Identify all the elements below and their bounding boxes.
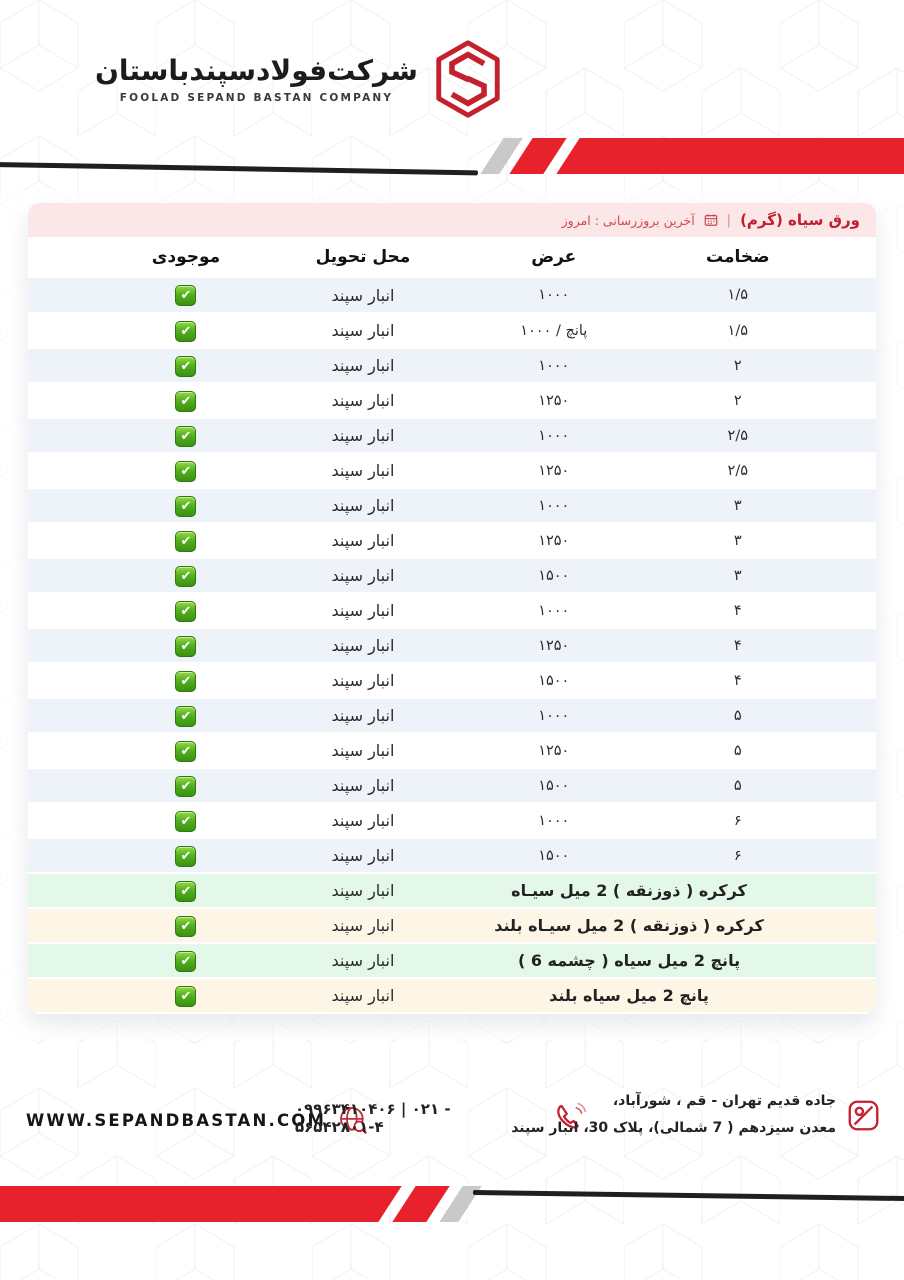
company-name-block: [95, 54, 418, 104]
check-icon: ✔: [175, 461, 196, 482]
thickness-value: ۶: [656, 838, 876, 873]
thickness-value: ۶: [656, 803, 876, 838]
table-row: [28, 348, 876, 383]
price-table: [28, 237, 876, 1014]
availability-cell: [28, 523, 274, 558]
availability-cell: [28, 908, 274, 943]
thickness-value: ۲/۵: [656, 418, 876, 453]
availability-cell: [28, 313, 274, 348]
availability-cell: [28, 348, 274, 383]
check-icon: ✔: [175, 951, 196, 972]
table-row: [28, 418, 876, 453]
title-separator: |: [726, 212, 732, 228]
thickness-value: ۴: [656, 663, 876, 698]
delivery-location: انبار سپند: [274, 768, 452, 803]
black-line-decoration: [0, 162, 478, 175]
delivery-location: انبار سپند: [274, 418, 452, 453]
thickness-value: ۴: [656, 593, 876, 628]
delivery-location: انبار سپند: [274, 558, 452, 593]
thickness-value: ۳: [656, 523, 876, 558]
thickness-value: ۲: [656, 383, 876, 418]
delivery-location: انبار سپند: [274, 488, 452, 523]
product-name: کرکره ( ذوزنقه ) 2 میل سیـاه: [452, 873, 876, 908]
price-table-body: [28, 278, 876, 1013]
check-icon: ✔: [175, 986, 196, 1007]
price-table-card: [28, 203, 876, 1014]
check-icon: ✔: [175, 531, 196, 552]
delivery-location: انبار سپند: [274, 943, 452, 978]
check-icon: ✔: [175, 601, 196, 622]
table-title-bar: [28, 203, 876, 237]
address-line-2: معدن سیزدهم ( 7 شمالی)، پلاک 30، انبار سپند: [511, 1120, 836, 1136]
thickness-value: ۵: [656, 768, 876, 803]
table-row: [28, 628, 876, 663]
delivery-location: انبار سپند: [274, 453, 452, 488]
width-value: ۱۰۰۰: [452, 803, 656, 838]
product-name: پانچ 2 میل سیاه ( چشمه 6 ): [452, 943, 876, 978]
table-row: [28, 768, 876, 803]
phone-numbers[interactable]: ۰۹۹۶۳۴۱۰۴۰۶ | ۰۲۱ - ۵۶۵۴۲۸۰۱-۴: [295, 1100, 451, 1136]
company-name-farsi: شرکت‌فولادسپندباستان: [95, 54, 418, 87]
delivery-location: انبار سپند: [274, 523, 452, 558]
check-icon: ✔: [175, 671, 196, 692]
availability-cell: [28, 593, 274, 628]
bottom-banner-decoration: [0, 1180, 904, 1230]
hexagon-s-logo-icon: [432, 40, 504, 118]
availability-cell: [28, 838, 274, 873]
product-name: پانچ 2 میل سیاه بلند: [452, 978, 876, 1013]
col-width: عرض: [452, 237, 656, 278]
width-value: ۱۰۰۰: [452, 278, 656, 313]
availability-cell: [28, 873, 274, 908]
location-icon: [847, 1099, 880, 1132]
table-row: [28, 558, 876, 593]
width-value: ۱۰۰۰: [452, 488, 656, 523]
product-name: کرکره ( ذوزنقه ) 2 میل سیـاه بلند: [452, 908, 876, 943]
table-row: [28, 663, 876, 698]
check-icon: ✔: [175, 496, 196, 517]
delivery-location: انبار سپند: [274, 698, 452, 733]
check-icon: ✔: [175, 846, 196, 867]
website-link[interactable]: WWW.SEPANDBASTAN.COM: [26, 1110, 327, 1130]
width-value: ۱۵۰۰: [452, 768, 656, 803]
width-value: پانچ / ۱۰۰۰: [452, 313, 656, 348]
price-table-header: [28, 237, 876, 278]
availability-cell: [28, 488, 274, 523]
thickness-value: ۴: [656, 628, 876, 663]
availability-cell: [28, 698, 274, 733]
width-value: ۱۲۵۰: [452, 628, 656, 663]
black-line-decoration: [473, 1190, 904, 1201]
delivery-location: انبار سپند: [274, 838, 452, 873]
check-icon: ✔: [175, 811, 196, 832]
table-row: [28, 278, 876, 313]
width-value: ۱۵۰۰: [452, 663, 656, 698]
availability-cell: [28, 768, 274, 803]
width-value: ۱۲۵۰: [452, 523, 656, 558]
delivery-location: انبار سپند: [274, 663, 452, 698]
check-icon: ✔: [175, 916, 196, 937]
check-icon: ✔: [175, 881, 196, 902]
red-bar-decoration: [0, 1186, 402, 1222]
table-title: ورق سیاه (گرم): [740, 211, 860, 229]
top-banner-decoration: [0, 134, 904, 180]
availability-cell: [28, 803, 274, 838]
calendar-icon: [704, 213, 718, 227]
col-stock: موجودی: [28, 237, 274, 278]
availability-cell: [28, 278, 274, 313]
thickness-value: ۱/۵: [656, 313, 876, 348]
red-slash-decoration: [392, 1186, 449, 1222]
col-thickness: ضخامت: [656, 237, 876, 278]
availability-cell: [28, 628, 274, 663]
table-row: [28, 523, 876, 558]
address-line-1: جاده قدیم تهران - قم ، شورآباد،: [612, 1093, 836, 1109]
red-bar-decoration: [556, 138, 904, 174]
thickness-value: ۳: [656, 558, 876, 593]
table-row: [28, 593, 876, 628]
table-row: [28, 838, 876, 873]
delivery-location: انبار سپند: [274, 978, 452, 1013]
delivery-location: انبار سپند: [274, 908, 452, 943]
delivery-location: انبار سپند: [274, 803, 452, 838]
width-value: ۱۰۰۰: [452, 593, 656, 628]
table-row: [28, 313, 876, 348]
last-update-label: آخرین بروزرسانی : امروز: [561, 212, 695, 228]
availability-cell: [28, 558, 274, 593]
col-delivery: محل تحویل: [274, 237, 452, 278]
table-row: [28, 488, 876, 523]
check-icon: ✔: [175, 285, 196, 306]
width-value: ۱۰۰۰: [452, 698, 656, 733]
table-row: [28, 978, 876, 1013]
table-row: [28, 698, 876, 733]
availability-cell: [28, 383, 274, 418]
thickness-value: ۲/۵: [656, 453, 876, 488]
check-icon: ✔: [175, 426, 196, 447]
table-row: [28, 943, 876, 978]
check-icon: ✔: [175, 636, 196, 657]
check-icon: ✔: [175, 776, 196, 797]
address-block: [511, 1088, 836, 1142]
availability-cell: [28, 418, 274, 453]
thickness-value: ۲: [656, 348, 876, 383]
table-row: [28, 733, 876, 768]
delivery-location: انبار سپند: [274, 873, 452, 908]
table-row: [28, 453, 876, 488]
table-row: [28, 383, 876, 418]
check-icon: ✔: [175, 566, 196, 587]
table-row: [28, 873, 876, 908]
company-name-english: FOOLAD SEPAND BASTAN COMPANY: [119, 92, 394, 104]
delivery-location: انبار سپند: [274, 593, 452, 628]
delivery-location: انبار سپند: [274, 348, 452, 383]
availability-cell: [28, 663, 274, 698]
width-value: ۱۰۰۰: [452, 348, 656, 383]
delivery-location: انبار سپند: [274, 733, 452, 768]
thickness-value: ۳: [656, 488, 876, 523]
availability-cell: [28, 943, 274, 978]
company-logo-group: [95, 40, 504, 118]
delivery-location: انبار سپند: [274, 383, 452, 418]
thickness-value: ۵: [656, 698, 876, 733]
delivery-location: انبار سپند: [274, 628, 452, 663]
table-row: [28, 908, 876, 943]
width-value: ۱۲۵۰: [452, 453, 656, 488]
width-value: ۱۰۰۰: [452, 418, 656, 453]
thickness-value: ۵: [656, 733, 876, 768]
availability-cell: [28, 453, 274, 488]
check-icon: ✔: [175, 706, 196, 727]
width-value: ۱۵۰۰: [452, 558, 656, 593]
delivery-location: انبار سپند: [274, 313, 452, 348]
check-icon: ✔: [175, 356, 196, 377]
check-icon: ✔: [175, 741, 196, 762]
check-icon: ✔: [175, 391, 196, 412]
availability-cell: [28, 978, 274, 1013]
check-icon: ✔: [175, 321, 196, 342]
availability-cell: [28, 733, 274, 768]
delivery-location: انبار سپند: [274, 278, 452, 313]
width-value: ۱۲۵۰: [452, 383, 656, 418]
width-value: ۱۵۰۰: [452, 838, 656, 873]
table-row: [28, 803, 876, 838]
address-group: [511, 1088, 880, 1142]
width-value: ۱۲۵۰: [452, 733, 656, 768]
thickness-value: ۱/۵: [656, 278, 876, 313]
